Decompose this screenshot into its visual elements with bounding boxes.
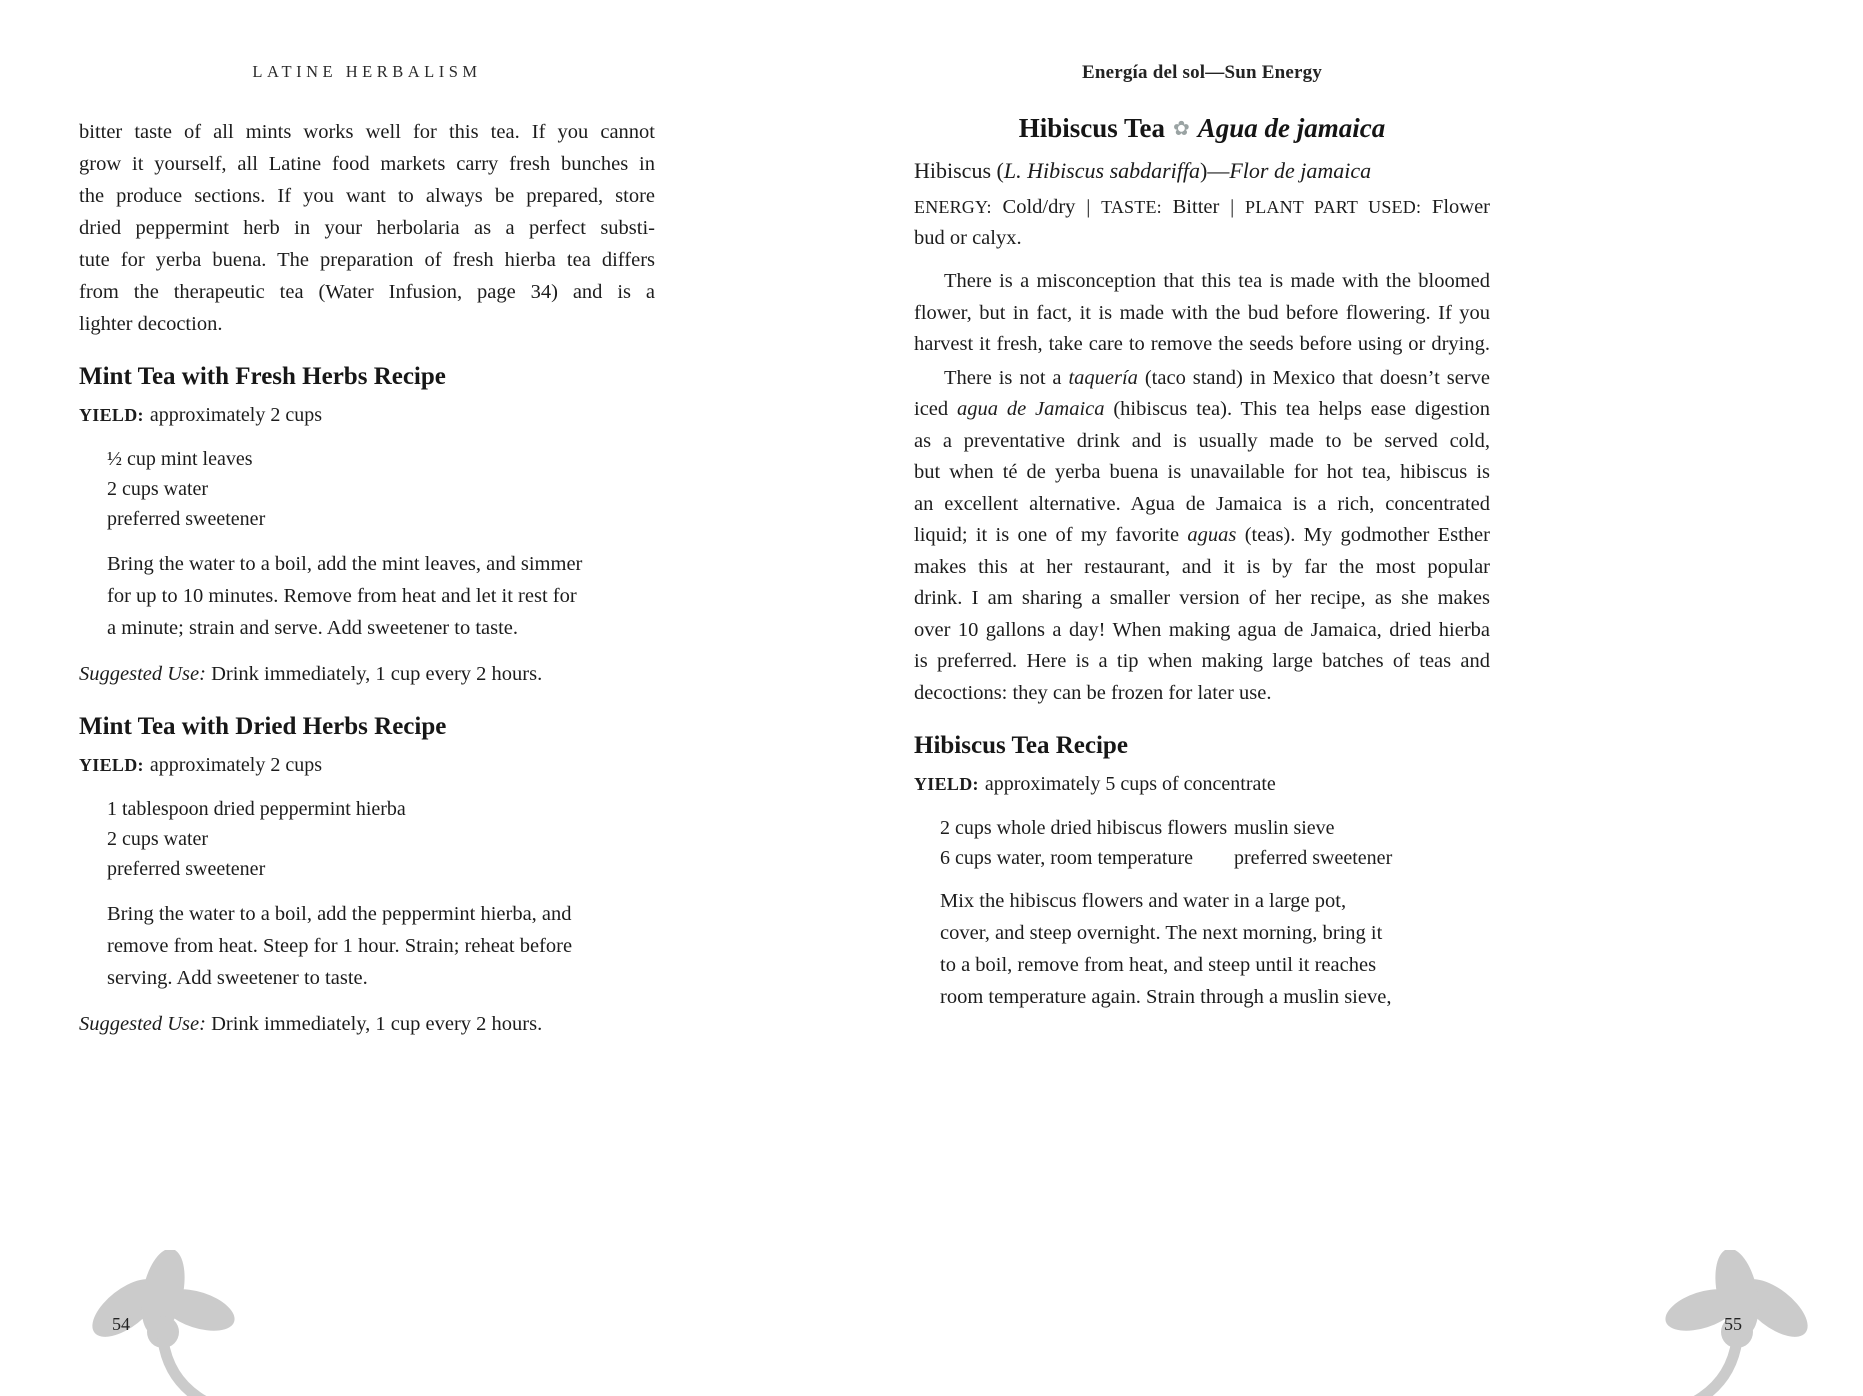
text-line: Bring the water to a boil, add the peppermint hierba, and [107, 903, 572, 925]
text-line: from the therapeutic tea (Water Infusion, page 34) and is a [79, 281, 655, 303]
intro-paragraph [79, 116, 655, 340]
ingredient-columns [940, 813, 1490, 873]
ingredient-column-1 [940, 813, 1234, 873]
ingredient-list-mint-fresh [107, 444, 655, 534]
text-line: an excellent alternative. Agua de Jamaica is a rich, concentrated [914, 492, 1490, 515]
yield-label: YIELD: [79, 405, 144, 425]
text-line: cover, and steep overnight. The next morning, bring it [940, 922, 1383, 944]
corner-vine-decoration-right [1230, 1250, 1863, 1396]
text-line: remove from heat. Steep for 1 hour. Strain; reheat before [107, 935, 573, 957]
text-line: tute for yerba buena. The preparation of fresh hierba tea differs [79, 249, 655, 271]
body-paragraph-2 [914, 363, 1490, 710]
text-line: dried peppermint herb in your herbolaria as a perfect substi- [79, 217, 655, 239]
text-line: but when té de yerba buena is unavailable for hot tea, hibiscus is [914, 461, 1490, 483]
running-header-left: LATINE HERBALISM [252, 62, 482, 81]
yield-value: approximately 2 cups [149, 754, 322, 776]
text-line: preferred sweetener [107, 508, 266, 530]
recipe-title-mint-dried: Mint Tea with Dried Herbs Recipe [79, 713, 447, 740]
page-left [79, 0, 655, 1040]
text-line: Bring the water to a boil, add the mint leaves, and simmer [107, 553, 583, 575]
directions-mint-dried [107, 898, 655, 994]
page-number-right: 55 [1724, 1314, 1742, 1334]
recipe-title-hibiscus: Hibiscus Tea Recipe [914, 732, 1128, 759]
text-line: muslin sieve [1234, 817, 1335, 839]
text-line: for up to 10 minutes. Remove from heat and let it rest for [107, 585, 577, 607]
text-line: is preferred. Here is a tip when making large batches of teas and [914, 650, 1490, 672]
text-line: iced agua de Jamaica (hibiscus tea). This tea helps ease digestion [914, 398, 1490, 420]
yield-label: YIELD: [914, 774, 979, 794]
chapter-title [914, 110, 1490, 146]
text-line: 2 cups water [107, 478, 209, 500]
body-paragraph-1 [914, 266, 1490, 361]
text-line: There is not a taquería (taco stand) in Mexico that doesn’t serve [944, 366, 1490, 389]
text-line: makes this at her restaurant, and it is by far the most popular [914, 555, 1490, 578]
botanical-name-line: Hibiscus (L. Hibiscus sabdariffa)—Flor de jamaica [914, 158, 1372, 183]
text-line: over 10 gallons a day! When making agua de Jamaica, dried hierba [914, 618, 1490, 641]
text-line: room temperature again. Strain through a muslin sieve, [940, 986, 1392, 1008]
text-line: grow it yourself, all Latine food markets carry fresh bunches in [79, 153, 655, 175]
running-header-right: Energía del sol—Sun Energy [1081, 62, 1323, 83]
text-line: Mix the hibiscus flowers and water in a large pot, [940, 890, 1347, 912]
text-line: There is a misconception that this tea is made with the bloomed [944, 270, 1490, 292]
text-line: preferred sweetener [107, 858, 266, 880]
page-right [914, 0, 1490, 1013]
ingredient-column-2 [1234, 813, 1490, 873]
directions-hibiscus [940, 885, 1490, 1013]
text-line: decoctions: they can be frozen for later use. [914, 681, 1272, 704]
energy-properties-line [914, 192, 1490, 254]
text-line: the produce sections. If you want to always be prepared, store [79, 185, 655, 207]
text-line: 1 tablespoon dried peppermint hierba [107, 798, 406, 820]
yield-line [914, 771, 1490, 797]
ingredient-list-mint-dried [107, 794, 655, 884]
yield-value: approximately 5 cups of concentrate [984, 773, 1276, 795]
text-line: ½ cup mint leaves [107, 448, 253, 470]
text-line: 2 cups water [107, 828, 209, 850]
text-line: drink. I am sharing a smaller version of her recipe, as she makes [914, 587, 1490, 609]
yield-label: YIELD: [79, 755, 144, 775]
text-line: serving. Add sweetener to taste. [107, 967, 368, 989]
text-line: harvest it fresh, take care to remove the seeds before using or drying. [914, 333, 1490, 355]
recipe-title-mint-fresh: Mint Tea with Fresh Herbs Recipe [79, 363, 446, 390]
text-line: as a preventative drink and is usually made to be served cold, [914, 429, 1490, 452]
page-number-left: 54 [112, 1314, 130, 1334]
text-line: a minute; strain and serve. Add sweetener to taste. [107, 617, 519, 639]
yield-line [79, 752, 655, 778]
chapter-title-main: Hibiscus Tea [1018, 113, 1166, 143]
text-line: flower, but in fact, it is made with the bud before flowering. If you [914, 301, 1490, 324]
suggested-use-mint-dried: Suggested Use: Drink immediately, 1 cup every 2 hours. [79, 1013, 543, 1035]
directions-mint-fresh [107, 548, 655, 644]
yield-value: approximately 2 cups [149, 404, 322, 426]
text-line: bud or calyx. [914, 227, 1022, 249]
text-line: 2 cups whole dried hibiscus flowers [940, 817, 1228, 839]
text-line: liquid; it is one of my favorite aguas (teas). My godmother Esther [914, 524, 1490, 546]
text-line: ENERGY: Cold/dry | TASTE: Bitter | PLANT PART USED: Flower [914, 196, 1490, 218]
yield-line [79, 402, 655, 428]
text-line: preferred sweetener [1234, 847, 1393, 869]
hibiscus-flower-icon: ✿ [1173, 116, 1190, 140]
text-line: bitter taste of all mints works well for this tea. If you cannot [79, 121, 655, 143]
text-line: lighter decoction. [79, 313, 223, 335]
text-line: to a boil, remove from heat, and steep until it reaches [940, 954, 1377, 976]
chapter-title-spanish: Agua de jamaica [1197, 113, 1386, 143]
suggested-use-mint-fresh: Suggested Use: Drink immediately, 1 cup every 2 hours. [79, 663, 543, 685]
text-line: 6 cups water, room temperature [940, 847, 1193, 869]
